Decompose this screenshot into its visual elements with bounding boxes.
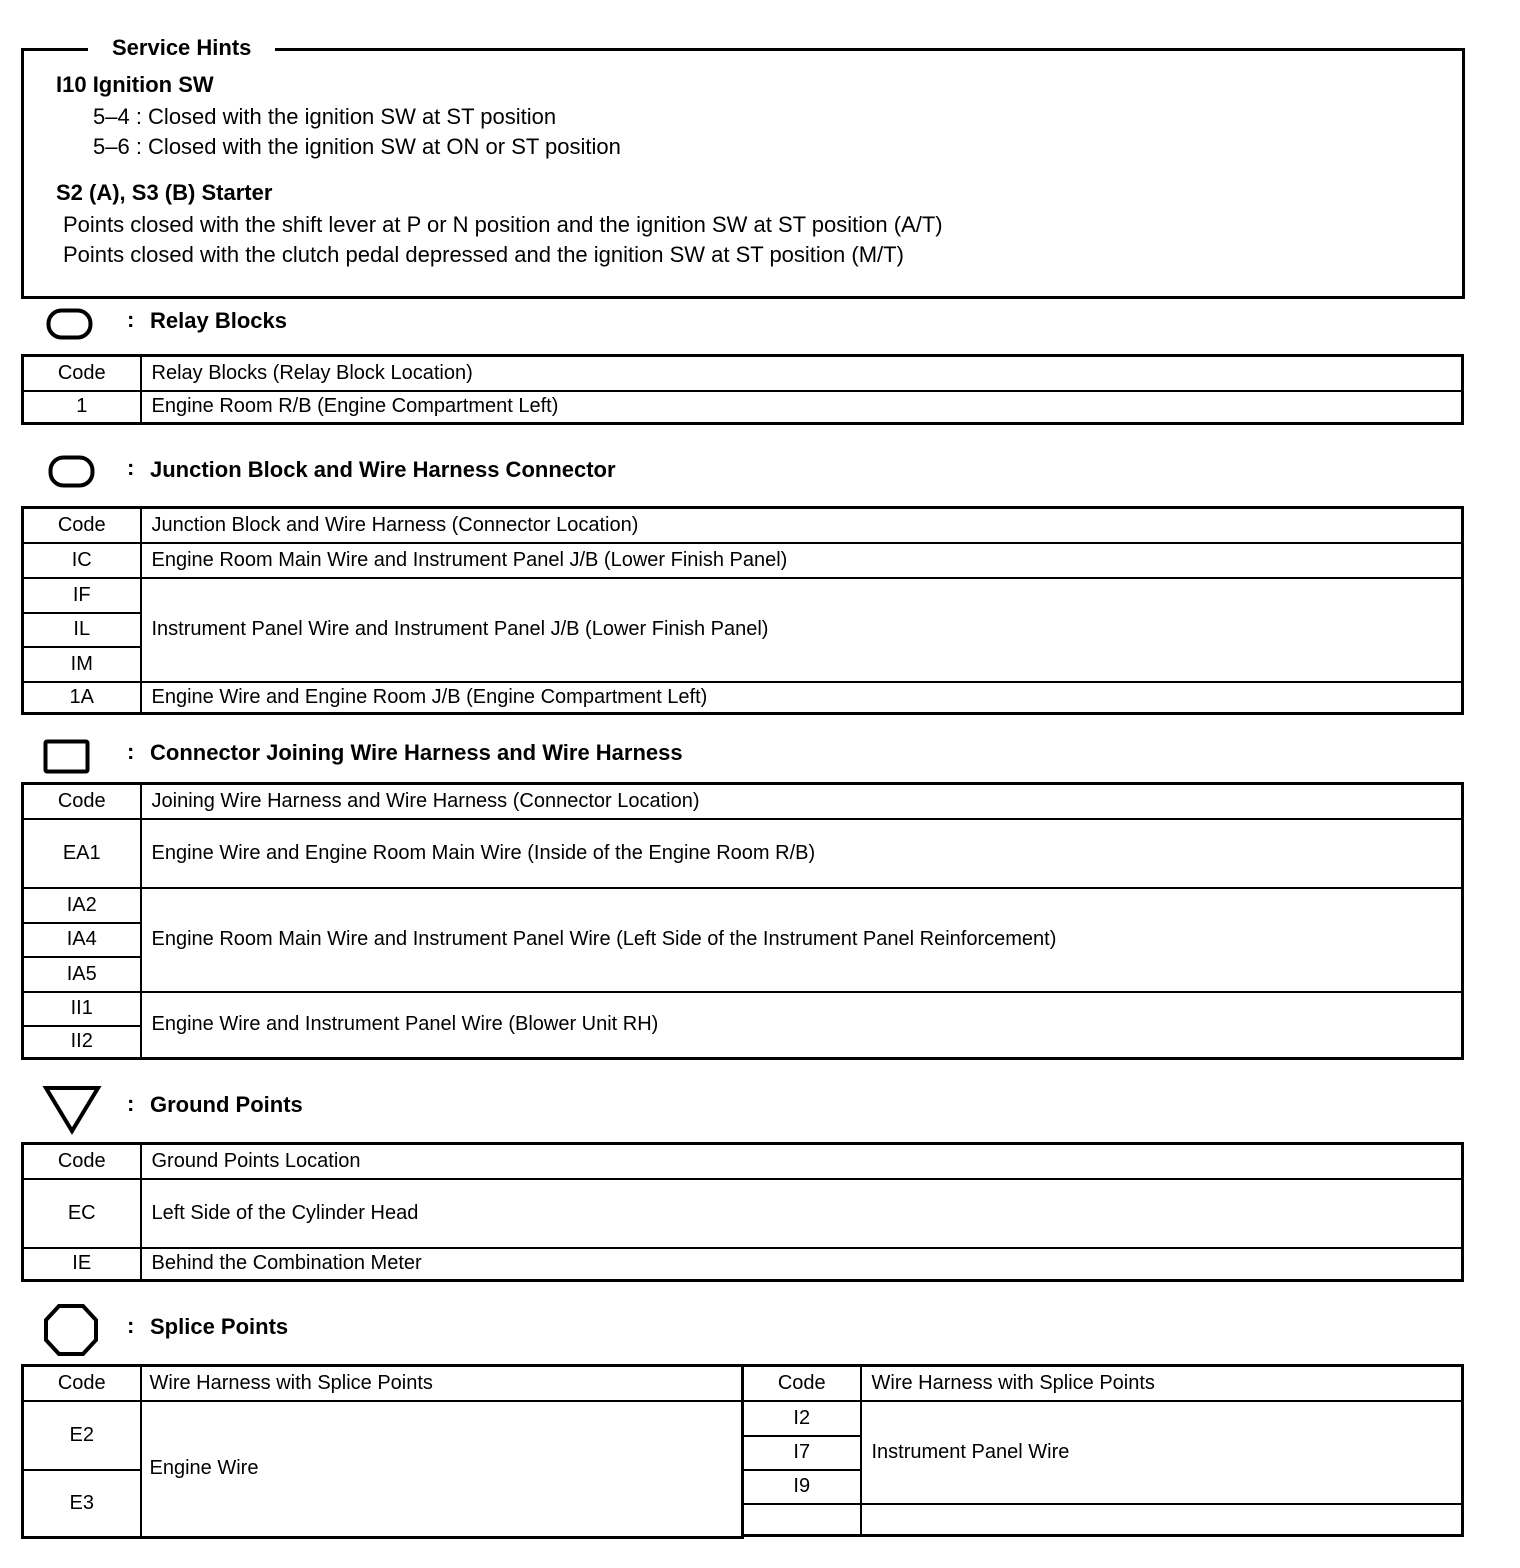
header-code: Code	[23, 784, 141, 819]
location-cell	[861, 1504, 1463, 1536]
table-row	[23, 543, 1463, 578]
relay-blocks-table	[21, 354, 1464, 425]
table-header-row	[743, 1366, 1463, 1401]
code-cell: IF	[23, 578, 141, 613]
location-cell: Instrument Panel Wire and Instrument Panel J/B (Lower Finish Panel)	[141, 578, 1463, 682]
location-cell: Engine Room Main Wire and Instrument Panel Wire (Left Side of the Instrument Panel Reinforcement)	[141, 888, 1463, 992]
location-cell: Engine Wire and Instrument Panel Wire (Blower Unit RH)	[141, 992, 1463, 1059]
code-cell: I2	[743, 1401, 861, 1436]
location-cell: Instrument Panel Wire	[861, 1401, 1463, 1504]
legend-colon: :	[127, 1091, 135, 1116]
code-cell: E2	[23, 1401, 141, 1470]
legend-colon: :	[127, 739, 135, 764]
location-cell: Engine Wire and Engine Room Main Wire (Inside of the Engine Room R/B)	[141, 819, 1463, 888]
service-hints-title: Service Hints	[88, 34, 275, 62]
location-cell: Behind the Combination Meter	[141, 1248, 1463, 1281]
code-cell: IA2	[23, 888, 141, 923]
table-header-row	[23, 1366, 743, 1401]
header-code: Code	[23, 356, 141, 391]
location-cell: Engine Room Main Wire and Instrument Panel J/B (Lower Finish Panel)	[141, 543, 1463, 578]
table-header-row	[23, 1144, 1463, 1179]
legend-colon: :	[127, 307, 135, 332]
table-row	[743, 1504, 1463, 1536]
ground-points-table	[21, 1142, 1464, 1282]
legend-colon: :	[127, 455, 135, 480]
hint-line: 5–6 : Closed with the ignition SW at ON or ST position	[93, 134, 621, 159]
code-cell: E3	[23, 1470, 141, 1538]
section-title-connector-joining: Connector Joining Wire Harness and Wire Harness	[150, 740, 683, 765]
header-code: Code	[23, 1144, 141, 1179]
splice-points-table-right	[741, 1364, 1464, 1537]
location-cell: Left Side of the Cylinder Head	[141, 1179, 1463, 1248]
table-row	[23, 1401, 743, 1470]
table-row	[23, 1179, 1463, 1248]
header-location: Junction Block and Wire Harness (Connector Location)	[141, 508, 1463, 543]
header-location: Relay Blocks (Relay Block Location)	[141, 356, 1463, 391]
header-code: Code	[23, 1366, 141, 1401]
splice-points-table-left	[21, 1364, 744, 1539]
rounded-rectangle-icon	[46, 308, 94, 340]
code-cell: IA5	[23, 957, 141, 992]
table-row	[23, 578, 1463, 613]
hint-line: 5–4 : Closed with the ignition SW at ST position	[93, 104, 557, 129]
section-title-splice-points: Splice Points	[150, 1314, 289, 1339]
code-cell: IE	[23, 1248, 141, 1281]
code-cell	[743, 1504, 861, 1536]
table-row	[23, 1248, 1463, 1281]
header-code: Code	[23, 508, 141, 543]
location-cell: Engine Wire and Engine Room J/B (Engine Compartment Left)	[141, 682, 1463, 714]
table-row	[23, 682, 1463, 714]
table-header-row	[23, 508, 1463, 543]
header-location: Wire Harness with Splice Points	[141, 1366, 743, 1401]
section-title-junction-block: Junction Block and Wire Harness Connector	[150, 457, 616, 482]
hint-line: Points closed with the shift lever at P or N position and the ignition SW at ST position (A/T)	[63, 212, 943, 237]
hint-heading-starter: S2 (A), S3 (B) Starter	[56, 180, 273, 205]
code-cell: 1	[23, 391, 141, 424]
inverted-triangle-icon	[42, 1085, 102, 1135]
header-code: Code	[743, 1366, 861, 1401]
code-cell: II1	[23, 992, 141, 1026]
code-cell: EC	[23, 1179, 141, 1248]
table-header-row	[23, 356, 1463, 391]
hint-heading-ignition-sw: I10 Ignition SW	[56, 72, 214, 97]
code-cell: EA1	[23, 819, 141, 888]
junction-block-table	[21, 506, 1464, 715]
code-cell: 1A	[23, 682, 141, 714]
header-location: Joining Wire Harness and Wire Harness (Connector Location)	[141, 784, 1463, 819]
code-cell: II2	[23, 1026, 141, 1059]
table-row	[743, 1401, 1463, 1436]
table-row	[23, 391, 1463, 424]
header-location: Ground Points Location	[141, 1144, 1463, 1179]
rounded-rectangle-icon	[48, 455, 96, 489]
octagon-icon	[42, 1303, 100, 1357]
legend-colon: :	[127, 1313, 135, 1338]
table-row	[23, 819, 1463, 888]
header-location: Wire Harness with Splice Points	[861, 1366, 1463, 1401]
section-title-ground-points: Ground Points	[150, 1092, 303, 1117]
table-row	[23, 888, 1463, 923]
section-title-relay-blocks: Relay Blocks	[150, 308, 287, 333]
hint-line: Points closed with the clutch pedal depressed and the ignition SW at ST position (M/T)	[63, 242, 904, 267]
code-cell: I9	[743, 1470, 861, 1504]
code-cell: IC	[23, 543, 141, 578]
code-cell: I7	[743, 1436, 861, 1470]
code-cell: IA4	[23, 923, 141, 957]
code-cell: IM	[23, 647, 141, 682]
code-cell: IL	[23, 613, 141, 647]
connector-joining-table	[21, 782, 1464, 1060]
table-row	[23, 992, 1463, 1026]
location-cell: Engine Room R/B (Engine Compartment Left)	[141, 391, 1463, 424]
rectangle-icon	[43, 739, 91, 775]
table-header-row	[23, 784, 1463, 819]
location-cell: Engine Wire	[141, 1401, 743, 1538]
